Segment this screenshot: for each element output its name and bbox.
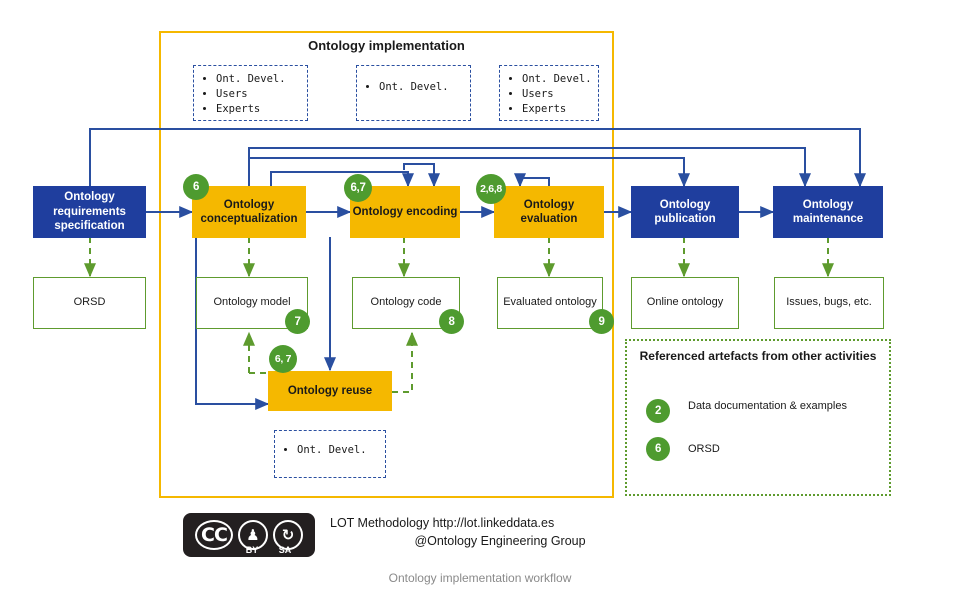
artefact-evaluated-ontology: Evaluated ontology bbox=[497, 277, 603, 329]
legend-title: Referenced artefacts from other activities bbox=[639, 349, 877, 363]
badge-encoding: 6,7 bbox=[344, 174, 372, 202]
legend-badge-2: 2 bbox=[646, 399, 670, 423]
footer-line-1: LOT Methodology http://lot.linkeddata.es bbox=[330, 516, 555, 530]
artefact-online-ontology: Online ontology bbox=[631, 277, 739, 329]
actor-item: • Ont. Devel. bbox=[379, 80, 464, 95]
figure-caption: Ontology implementation workflow bbox=[388, 571, 572, 585]
cc-sa-label: SA bbox=[278, 545, 292, 555]
actor-item: • Ont. Devel. bbox=[216, 72, 301, 87]
badge-ontology-model: 7 bbox=[285, 309, 310, 334]
badge-conceptualization: 6 bbox=[183, 174, 209, 200]
process-ontology-maintenance[interactable]: Ontology maintenance bbox=[773, 186, 883, 238]
actors-list bbox=[194, 66, 307, 124]
actors-list bbox=[275, 431, 385, 464]
badge-evaluation: 2,6,8 bbox=[476, 174, 506, 204]
legend-label-2: Data documentation & examples bbox=[688, 400, 847, 412]
actors-list bbox=[357, 66, 470, 101]
actor-item: • Users bbox=[216, 87, 301, 102]
badge-ontology-reuse: 6, 7 bbox=[269, 345, 297, 373]
process-ontology-requirements-specification[interactable]: Ontology requirements specification bbox=[33, 186, 146, 238]
badge-evaluated-ontology: 9 bbox=[589, 309, 614, 334]
actors-box-reuse bbox=[274, 430, 386, 478]
actors-box-conceptualization bbox=[193, 65, 308, 121]
actor-item: • Ont. Devel. bbox=[297, 443, 379, 458]
actor-item: • Users bbox=[522, 87, 592, 102]
legend-badge-6: 6 bbox=[646, 437, 670, 461]
artefact-orsd: ORSD bbox=[33, 277, 146, 329]
artefact-ontology-model: Ontology model bbox=[196, 277, 308, 329]
actor-item: • Experts bbox=[216, 102, 301, 117]
legend-label-6: ORSD bbox=[688, 443, 720, 455]
process-ontology-reuse[interactable]: Ontology reuse bbox=[268, 371, 392, 411]
actors-box-evaluation bbox=[499, 65, 599, 121]
process-ontology-conceptualization[interactable]: Ontology conceptualization bbox=[192, 186, 306, 238]
cc-icon: CC bbox=[195, 520, 233, 550]
artefact-ontology-code: Ontology code bbox=[352, 277, 460, 329]
process-ontology-evaluation[interactable]: Ontology evaluation bbox=[494, 186, 604, 238]
footer-line-2: @Ontology Engineering Group bbox=[414, 534, 586, 548]
badge-ontology-code: 8 bbox=[439, 309, 464, 334]
process-ontology-encoding[interactable]: Ontology encoding bbox=[350, 186, 460, 238]
process-ontology-publication[interactable]: Ontology publication bbox=[631, 186, 739, 238]
ontology-implementation-title: Ontology implementation bbox=[308, 38, 465, 53]
actor-item: • Experts bbox=[522, 102, 592, 117]
cc-by-label: BY bbox=[245, 545, 259, 555]
actors-box-encoding bbox=[356, 65, 471, 121]
actor-item: • Ont. Devel. bbox=[522, 72, 592, 87]
cc-sa-icon: ↻ bbox=[273, 520, 303, 550]
actors-list bbox=[500, 66, 598, 124]
artefact-issues-bugs: Issues, bugs, etc. bbox=[774, 277, 884, 329]
cc-by-icon: ♟ bbox=[238, 520, 268, 550]
